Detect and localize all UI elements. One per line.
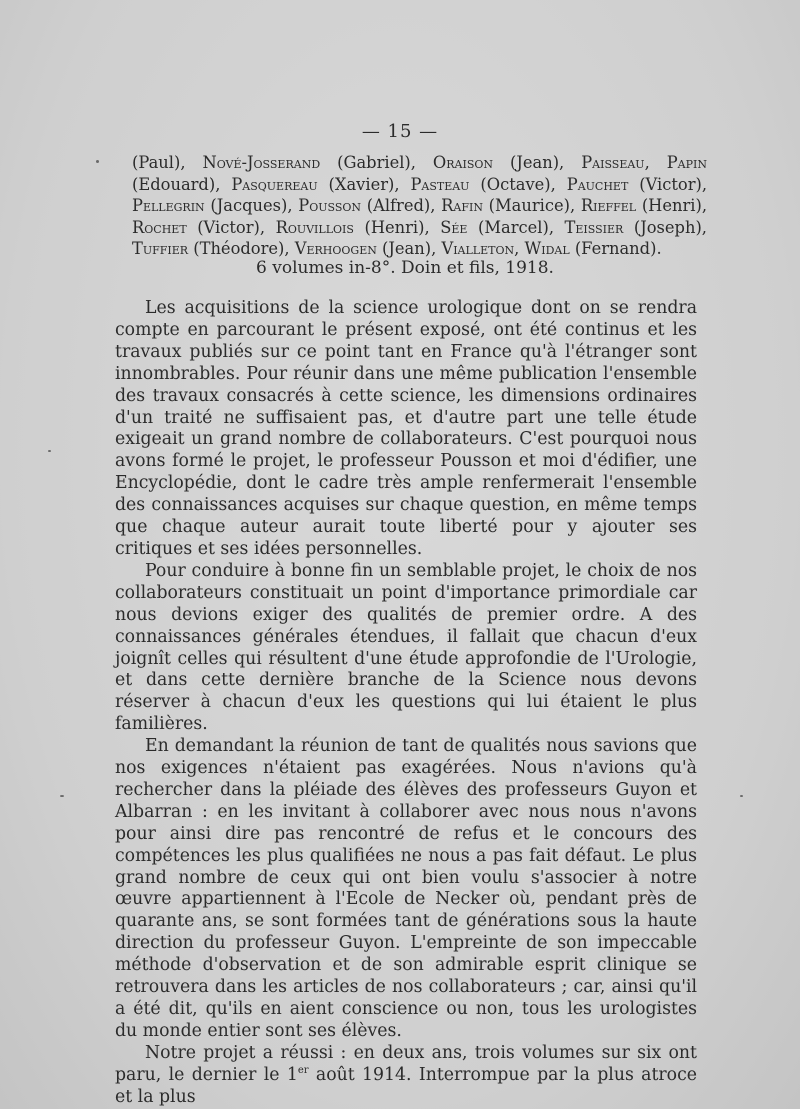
contributor-given-name: (Gabriel),	[320, 153, 433, 172]
paragraph-4-text-b: août 1914. Interrompue par la plus atroce et la plus	[115, 1064, 697, 1107]
scan-speck	[740, 795, 743, 797]
contributor-given-name: (Maurice),	[482, 196, 581, 215]
contributor-given-name: ,	[514, 239, 525, 258]
page-number: — 15 —	[361, 121, 439, 142]
contributor-surname: Rieffel	[580, 196, 637, 215]
paragraph-3: En demandant la réunion de tant de qualités nous savions que nos exigences n'étaient pas exagérées. Nous n'avions qu'à rechercher dans la pléiade des élèves des professeurs Guyon et Albarran : en les invitant à collaborer avec nous nous n'avons pour ainsi dire pas rencontré de refus et le concours des compétences les plus qualifiées ne nous a pas fait défaut. Le plus grand nombre de ceux qui ont bien voulu s'associer à notre œuvre appartiennent à l'Ecole de Necker où, pendant près de quarante ans, se sont formées tant de générations sous la haute direction du professeur Guyon. L'empreinte de son impeccable méthode d'observation et de son admirable esprit clinique se retrouvera dans les articles de nos collaborateurs ; car, ainsi qu'il a été dit, qu'ils en aient conscience ou non, tous les urologistes du monde entier sont ses élèves.	[115, 736, 697, 1041]
contributor-given-name: (Xavier),	[317, 174, 411, 194]
contributor-given-name: (Octave),	[469, 174, 567, 194]
contributor-given-name: (Jacques),	[204, 196, 299, 215]
contributor-entry	[524, 239, 661, 258]
paragraph-4-text-a: Notre projet a réussi : en deux ans, trois volumes sur six ont paru, le dernier le 1	[115, 1042, 697, 1085]
contributor-given-name: (Henri),	[353, 217, 441, 237]
scan-speck	[48, 450, 51, 452]
contributor-surname: Sée	[440, 217, 468, 237]
contributor-surname: Rochet	[132, 217, 187, 237]
contributor-given-name: (Victor),	[628, 174, 708, 194]
contributor-given-name: (Théodore),	[188, 239, 295, 258]
contributor-entry	[567, 175, 707, 194]
contributor-entry	[132, 239, 295, 258]
contributor-given-name: (Henri),	[636, 196, 708, 215]
contributor-surname: Papin	[666, 153, 707, 172]
contributor-surname: Tuffier	[132, 239, 189, 258]
contributor-entry	[581, 153, 667, 172]
contributor-given-name: (Fernand).	[569, 239, 662, 258]
contributor-entry	[441, 196, 581, 215]
contributor-given-name: (Victor),	[186, 217, 276, 237]
contributor-surname: Vialleton	[441, 239, 515, 258]
paragraph-1: Les acquisitions de la science urologique dont on se rendra compte en parcourant le présent exposé, ont été continus et les travaux publiés sur ce point tant en France qu'à l'étranger sont innombrables. Pour réunir dans une même publication l'ensemble des travaux consacrés à cette science, les dimensions ordinaires d'un traité ne suffisaient pas, et d'autre part une telle étude exigeait un grand nombre de collaborateurs. C'est pourquoi nous avons formé le projet, le professeur Pousson et moi d'édifier, une Encyclopédie, dont le cadre très ample renfermerait l'ensemble des connaissances acquises sur chaque question, en même temps que chaque auteur aurait toute liberté pour y ajouter ses critiques et ses idées personnelles.	[115, 298, 697, 559]
contributor-entry	[276, 218, 441, 237]
scan-speck	[60, 795, 64, 797]
ordinal-superscript: er	[297, 1064, 309, 1076]
contributor-entry	[441, 239, 524, 258]
publication-info: 6 volumes in-8°. Doin et fils, 1918.	[256, 258, 554, 278]
contributor-surname: Pousson	[298, 196, 361, 215]
contributor-surname: Pauchet	[566, 174, 629, 194]
contributor-surname: Paisseau	[581, 153, 645, 172]
contributor-entry	[132, 196, 298, 215]
paragraph-2: Pour conduire à bonne fin un semblable projet, le choix de nos collaborateurs constituait un point d'importance primordiale car nous devions exiger des qualités de premier ordre. A des connaissances générales étendues, il fallait que chacun d'eux joignît celles qui résultent d'une étude approfondie de l'Urologie, et dans cette dernière branche de la Science nous devons réserver à chacun d'eux les questions qui lui étaient le plus familières.	[115, 560, 697, 735]
contributor-given-name: (Jean),	[376, 239, 442, 258]
contributor-entry	[581, 196, 707, 215]
contributor-given-name: (Alfred),	[361, 196, 442, 215]
contributor-given-name: (Joseph),	[623, 217, 707, 237]
contributor-surname: Pasquereau	[231, 174, 318, 194]
contributor-surname: Widal	[524, 239, 570, 258]
contributor-given-name: (Edouard),	[132, 174, 232, 194]
contributor-entry	[132, 218, 276, 237]
body-text	[115, 298, 697, 1109]
scan-speck	[96, 160, 99, 163]
contributor-entry	[202, 153, 432, 172]
contributor-entry	[410, 175, 566, 194]
contributor-given-name: (Jean),	[493, 153, 582, 172]
contributor-entry	[565, 218, 707, 237]
contributor-list	[132, 152, 707, 260]
contributor-entry	[295, 239, 442, 258]
paragraph-4	[115, 1043, 697, 1109]
contributor-surname: Pasteau	[410, 174, 470, 194]
contributor-entry	[440, 218, 564, 237]
contributor-entry	[433, 153, 581, 172]
contributor-surname: Teissier	[564, 217, 624, 237]
contributor-given-name: (Marcel),	[467, 217, 565, 237]
contributor-surname: Oraison	[432, 153, 494, 172]
contributor-given-name: (Paul),	[132, 153, 203, 172]
contributor-entry	[298, 196, 441, 215]
contributor-surname: Pellegrin	[132, 196, 205, 215]
contributor-given-name: ,	[644, 153, 667, 172]
contributor-surname: Nové-Josserand	[202, 153, 321, 172]
contributor-surname: Rouvillois	[275, 217, 354, 237]
contributor-surname: Verhoogen	[294, 239, 377, 258]
contributor-entry	[132, 153, 202, 172]
contributor-surname: Rafin	[441, 196, 483, 215]
contributor-entry	[231, 175, 410, 194]
